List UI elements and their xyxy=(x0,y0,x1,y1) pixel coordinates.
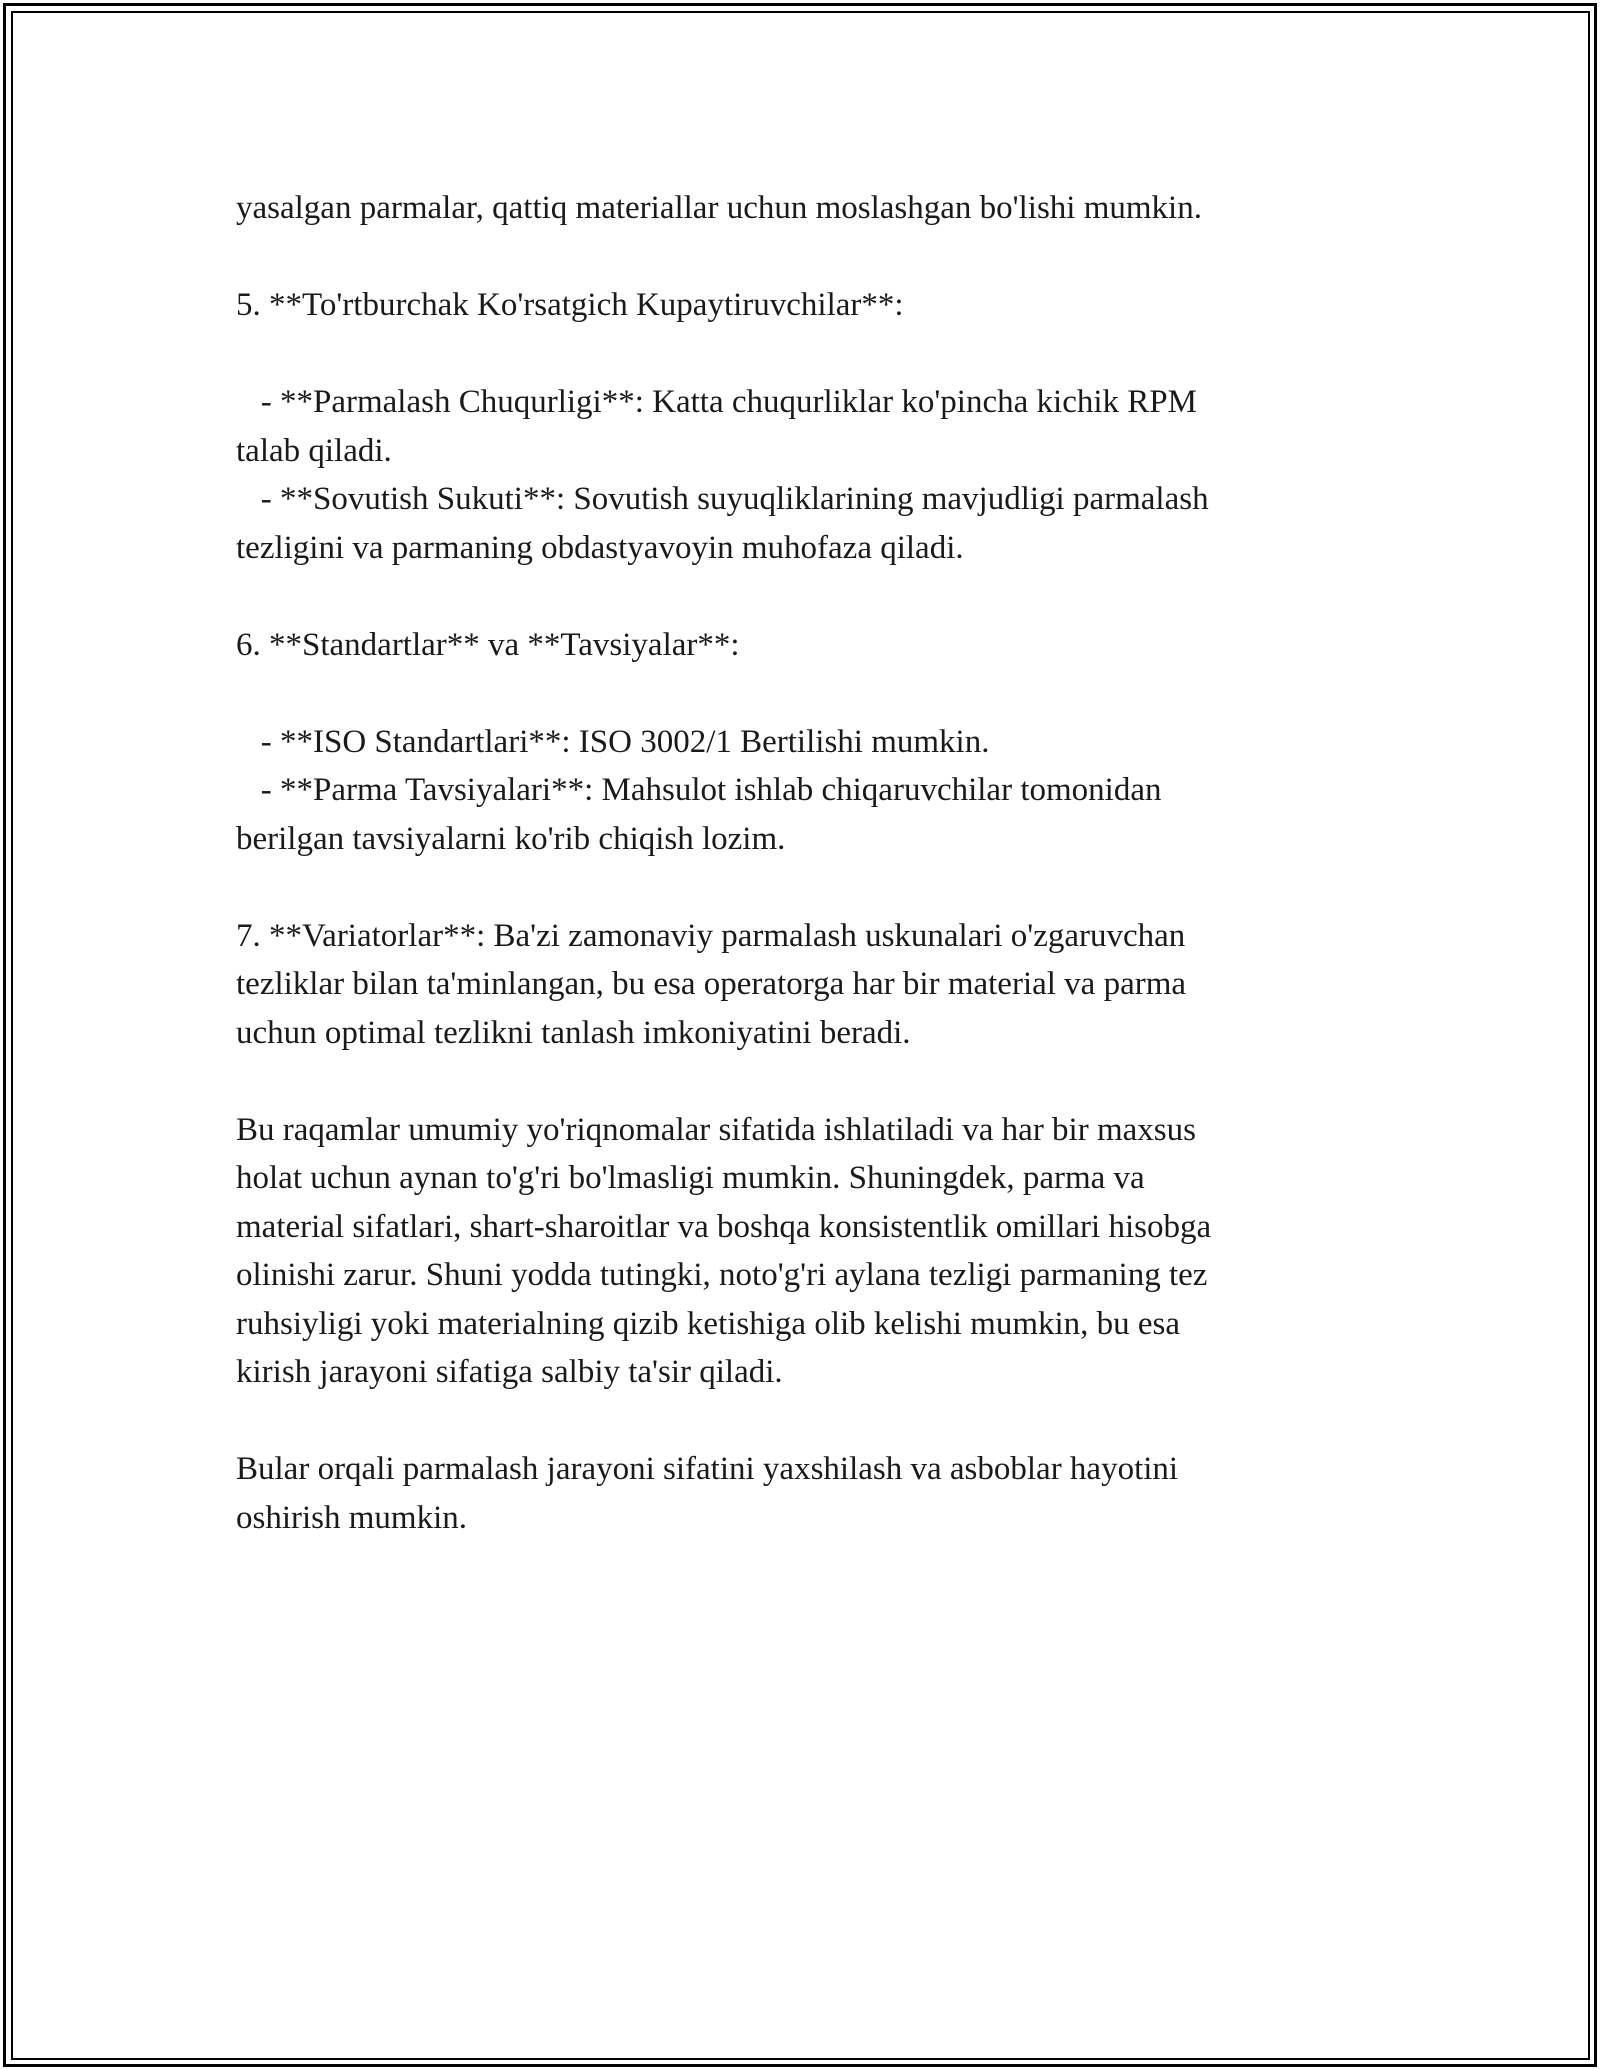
text-line: oshirish mumkin. xyxy=(236,1499,468,1536)
text-line: yasalgan parmalar, qattiq materiallar uchun moslashgan bo'lishi mumkin. xyxy=(236,190,1202,226)
section-heading-7: 7. **Variatorlar**: Ba'zi zamonaviy parmalash uskunalari o'zgaruvchan xyxy=(236,917,1186,954)
blank-line xyxy=(236,669,1356,718)
text-line: - **ISO Standartlari**: ISO 3002/1 Bertilishi mumkin. xyxy=(236,723,990,760)
blank-line xyxy=(236,572,1356,621)
blank-line xyxy=(236,233,1356,282)
section-heading-6: 6. **Standartlar** va **Tavsiyalar**: xyxy=(236,626,740,663)
blank-line xyxy=(236,863,1356,912)
blank-line xyxy=(236,1397,1356,1446)
text-line: Bular orqali parmalash jarayoni sifatini yaxshilash va asboblar hayotini xyxy=(236,1451,1179,1487)
text-line: Bu raqamlar umumiy yo'riqnomalar sifatida ishlatiladi va har bir maxsus xyxy=(236,1111,1196,1148)
text-line: tezligini va parmaning obdastyavoyin muhofaza qiladi. xyxy=(236,529,964,566)
text-line: uchun optimal tezlikni tanlash imkoniyatini beradi. xyxy=(236,1014,911,1051)
text-line: talab qiladi. xyxy=(236,432,392,469)
text-line: - **Parma Tavsiyalari**: Mahsulot ishlab chiqaruvchilar tomonidan xyxy=(236,772,1162,808)
text-line: ruhsiyligi yoki materialning qizib ketishiga olib kelishi mumkin, bu esa xyxy=(236,1305,1181,1342)
text-line: - **Sovutish Sukuti**: Sovutish suyuqliklarining mavjudligi parmalash xyxy=(236,481,1209,517)
blank-line xyxy=(236,1057,1356,1106)
text-line: material sifatlari, shart-sharoitlar va boshqa konsistentlik omillari hisobga xyxy=(236,1208,1212,1245)
document-body xyxy=(236,184,1356,1542)
text-line: tezliklar bilan ta'minlangan, bu esa operatorga har bir material va parma xyxy=(236,966,1187,1002)
blank-line xyxy=(236,330,1356,379)
text-line: olinishi zarur. Shuni yodda tutingki, noto'g'ri aylana tezligi parmaning tez xyxy=(236,1257,1208,1293)
text-line: - **Parmalash Chuqurligi**: Katta chuqurliklar ko'pincha kichik RPM xyxy=(236,384,1197,420)
section-heading-5: 5. **To'rtburchak Ko'rsatgich Kupaytiruvchilar**: xyxy=(236,287,904,323)
text-line: holat uchun aynan to'g'ri bo'lmasligi mumkin. Shuningdek, parma va xyxy=(236,1160,1145,1196)
text-line: kirish jarayoni sifatiga salbiy ta'sir qiladi. xyxy=(236,1354,783,1390)
text-line: berilgan tavsiyalarni ko'rib chiqish lozim. xyxy=(236,820,786,857)
